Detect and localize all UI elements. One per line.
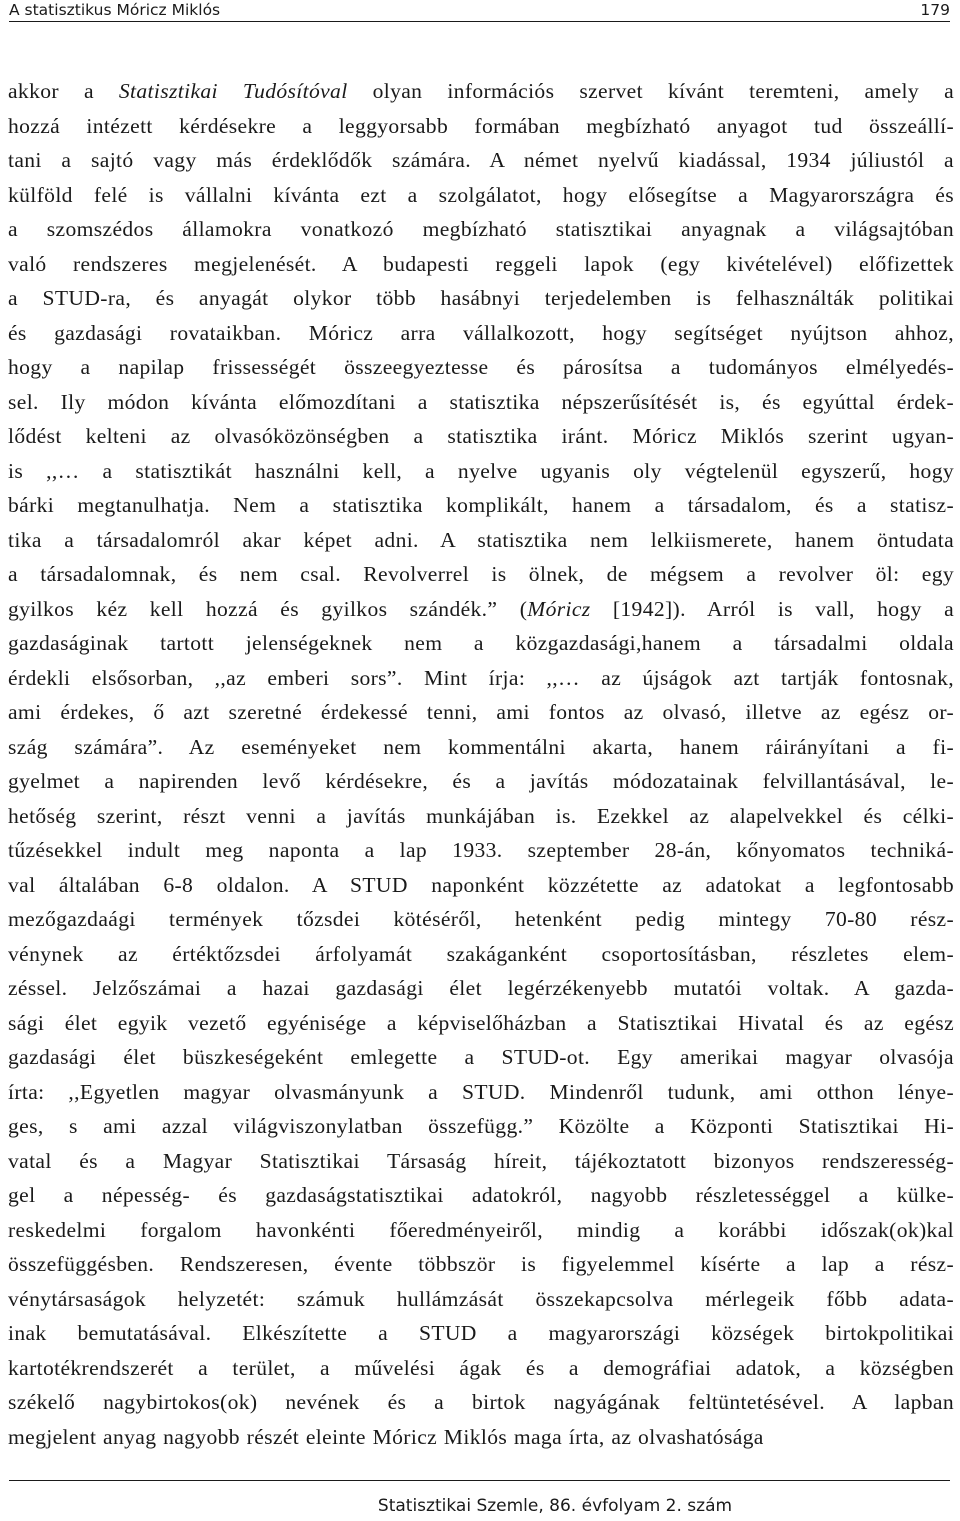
text-line [8, 799, 954, 834]
body-text [8, 74, 954, 1454]
text-line [8, 178, 954, 213]
footer-rule [9, 1480, 950, 1481]
text-line [8, 1178, 954, 1213]
text-line [8, 764, 954, 799]
text-line [8, 868, 954, 903]
text-run: a szomszédos államokra vonatkozó megbízható statisztikai anyagnak a világsajtóban [8, 217, 954, 241]
text-run: szág számára”. Az eseményeket nem kommentálni akarta, hanem ráirányítani a fi- [8, 734, 954, 759]
text-line [8, 833, 954, 868]
italic-text-run: Móricz [527, 596, 591, 621]
text-run: összefüggésben. Rendszeresen, évente többször is figyelemmel kísérte a lap a rész- [8, 1252, 954, 1276]
text-line [8, 730, 954, 765]
text-run: való rendszeres megjelenését. A budapesti reggeli lapok (egy kivételével) előfizettek [8, 251, 954, 276]
text-line [8, 212, 954, 247]
text-run: gazdaságinak tartott jelenségeknek nem a közgazdasági,hanem a társadalmi oldala [8, 631, 954, 655]
text-line [8, 350, 954, 385]
text-line [8, 385, 954, 420]
text-run: hogy a napilap frissességét összeegyeztesse és párosítsa a tudományos elmélyedés- [8, 355, 954, 379]
text-line [8, 971, 954, 1006]
text-run: hetőség szerint, részt venni a javítás munkájában is. Ezekkel az alapelvekkel és célki- [8, 803, 954, 828]
text-line [8, 523, 954, 558]
text-line [8, 1420, 954, 1455]
italic-text-run: Statisztikai Tudósítóval [118, 79, 348, 103]
text-run: a STUD-ra, és anyagát olykor több hasábnyi terjedelemben is felhasználták politikai [8, 286, 954, 310]
text-run: érdekli elsősorban, ,,az emberi sors”. Mint írja: ,,… az újságok azt tartják fontosnak, [8, 665, 954, 690]
text-run: vénytársaságok helyzetét: számuk hullámzását összekapcsolva mérlegeik főbb adata- [8, 1286, 954, 1311]
text-run: vatal és a Magyar Statisztikai Társaság híreit, tájékoztatott bizonyos rendszeresség- [8, 1148, 954, 1173]
text-run: is ,,… a statisztikát használni kell, a nyelve ugyanis oly végtelenül egyszerű, hogy [8, 458, 954, 483]
text-line [8, 247, 954, 282]
text-line [8, 1109, 954, 1144]
page-number: 179 [920, 1, 950, 19]
text-run: kartotékrendszerét a terület, a művelési ágak és a demográfiai adatok, a községben [8, 1355, 954, 1380]
text-run: ges, s ami azzal világviszonylatban összefügg.” Közölte a Központi Statisztikai Hi- [8, 1114, 954, 1138]
text-run: hozzá intézett kérdésekre a leggyorsabb formában megbízható anyagot tud összeállí- [8, 113, 954, 138]
text-line [8, 1385, 954, 1420]
text-line [8, 1351, 954, 1386]
text-run: val általában 6-8 oldalon. A STUD naponként közzétette az adatokat a legfontosabb [8, 872, 954, 897]
text-line [8, 419, 954, 454]
text-run: tani a sajtó vagy más érdeklődők számára. A német nyelvű kiadással, 1934 júliustól a [8, 148, 954, 172]
running-footer: Statisztikai Szemle, 86. évfolyam 2. szám [377, 1496, 733, 1516]
text-run: székelő nagybirtokos(ok) nevének és a birtok nagyágának feltüntetésével. A lapban [8, 1390, 954, 1414]
text-run: lődést kelteni az olvasóközönségben a statisztika iránt. Móricz Miklós szerint ugyan- [8, 424, 954, 448]
text-run: reskedelmi forgalom havonkénti főeredményeiről, mindig a korábbi időszak(ok)kal [8, 1217, 954, 1242]
text-line [8, 1144, 954, 1179]
text-run: gyilkos kéz kell hozzá és gyilkos szándék.” ( [8, 596, 528, 621]
text-line [8, 695, 954, 730]
text-line [8, 902, 954, 937]
text-line [8, 281, 954, 316]
text-run: olyan információs szervet kívánt teremteni, amely a [347, 79, 954, 103]
text-line [8, 143, 954, 178]
text-line [8, 316, 954, 351]
text-line [8, 488, 954, 523]
text-run: [1942]). Arról is vall, hogy a [590, 596, 954, 621]
text-run: gyelmet a napirenden levő kérdésekre, és a javítás módozatainak felvillantásával, le- [8, 769, 954, 793]
text-run: inak bemutatásával. Elkészítette a STUD a magyarországi községek birtokpolitikai [8, 1321, 954, 1345]
text-run: ami érdekes, ő azt szeretné érdekessé tenni, ami fontos az olvasó, illetve az egész or- [8, 700, 954, 724]
text-line [8, 661, 954, 696]
text-run: gazdasági élet büszkeségeként emlegette a STUD-ot. Egy amerikai magyar olvasója [8, 1045, 954, 1069]
text-run: bárki megtanulhatja. Nem a statisztika komplikált, hanem a társadalom, és a statisz- [8, 493, 954, 517]
text-line [8, 109, 954, 144]
text-line [8, 1282, 954, 1317]
text-run: mezőgazdaági termények tőzsdei kötéséről, hetenként pedig mintegy 70-80 rész- [8, 907, 954, 931]
text-line [8, 1006, 954, 1041]
text-line [8, 1040, 954, 1075]
text-run: sági élet egyik vezető egyénisége a képviselőházban a Statisztikai Hivatal és az egész [8, 1010, 954, 1035]
text-run: írta: ,,Egyetlen magyar olvasmányunk a STUD. Mindenről tudunk, ami otthon lénye- [8, 1079, 954, 1104]
text-line [8, 1213, 954, 1248]
text-run: tűzésekkel indult meg naponta a lap 1933. szeptember 28-án, kőnyomatos techniká- [8, 838, 954, 862]
text-line [8, 1316, 954, 1351]
text-line [8, 937, 954, 972]
text-line [8, 1247, 954, 1282]
text-run: megjelent anyag nagyobb részét eleinte Móricz Miklós maga írta, az olvashatósága [8, 1424, 764, 1449]
text-run: és gazdasági rovataikban. Móricz arra vállalkozott, hogy segítséget nyújtson ahhoz, [8, 320, 954, 345]
header-author: A statisztikus Móricz Miklós [9, 1, 221, 19]
text-run: sel. Ily módon kívánta előmozdítani a statisztika népszerűsítését is, és egyúttal érdek- [8, 389, 954, 414]
text-line [8, 1075, 954, 1110]
text-run: zéssel. Jelzőszámai a hazai gazdasági élet legérzékenyebb mutatói voltak. A gazda- [8, 976, 954, 1000]
text-line [8, 557, 954, 592]
text-run: akkor a [8, 79, 119, 103]
text-run: a társadalomnak, és nem csal. Revolverrel is ölnek, de mégsem a revolver öl: egy [8, 562, 954, 586]
text-line [8, 592, 954, 627]
text-run: külföld felé is vállalni kívánta ezt a szolgálatot, hogy elősegítse a Magyarországra és [8, 182, 954, 207]
text-run: vénynek az értéktőzsdei árfolyamát szakáganként csoportosításban, részletes elem- [8, 941, 954, 966]
running-header [9, 0, 950, 22]
text-line [8, 74, 954, 109]
header-rule [9, 21, 950, 22]
text-run: gel a népesség- és gazdaságstatisztikai adatokról, nagyobb részletességgel a külke- [8, 1183, 954, 1207]
text-line [8, 626, 954, 661]
text-line [8, 454, 954, 489]
text-run: tika a társadalomról akar képet adni. A statisztika nem lelkiismerete, hanem öntudata [8, 527, 954, 552]
